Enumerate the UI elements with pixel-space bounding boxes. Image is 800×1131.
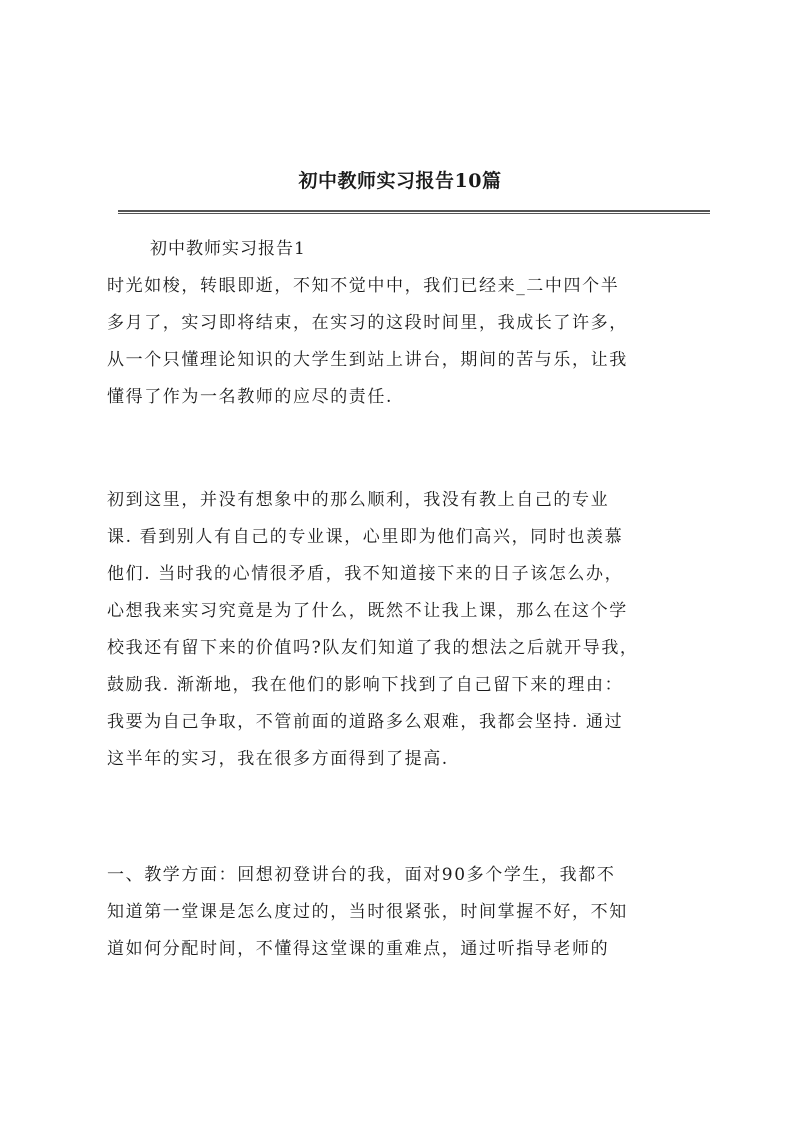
paragraph-line: 校我还有留下来的价值吗?队友们知道了我的想法之后就开导我， [107, 638, 639, 658]
paragraph-line: 道如何分配时间，不懂得这堂课的重难点，通过听指导老师的 [107, 939, 610, 959]
paragraph-line: 多月了，实习即将结束，在实习的这段时间里，我成长了许多， [107, 313, 628, 333]
paragraph-line: 懂得了作为一名教师的应尽的责任. [107, 387, 394, 407]
title-divider [118, 210, 710, 214]
paragraph-line: 一、教学方面：回想初登讲台的我，面对90多个学生，我都不 [107, 865, 616, 885]
paragraph-line: 鼓励我. 渐渐地，我在他们的影响下找到了自己留下来的理由： [107, 675, 624, 695]
paragraph-line: 时光如梭，转眼即逝，不知不觉中中，我们已经来_二中四个半 [107, 276, 620, 296]
paragraph-line: 知道第一堂课是怎么度过的，当时很紧张，时间掌握不好，不知 [107, 902, 628, 922]
paragraph-line: 课. 看到别人有自己的专业课，心里即为他们高兴，同时也羡慕 [107, 527, 624, 547]
paragraph-line: 我要为自己争取，不管前面的道路多么艰难，我都会坚持. 通过 [107, 712, 624, 732]
paragraph-line: 初到这里，并没有想象中的那么顺利，我没有教上自己的专业 [107, 490, 610, 510]
paragraph-line: 这半年的实习，我在很多方面得到了提高. [107, 749, 449, 769]
paragraph-2 [107, 482, 707, 778]
section-heading: 初中教师实习报告1 [150, 239, 306, 259]
paragraph-3 [107, 857, 707, 968]
document-title: 初中教师实习报告10篇 [298, 170, 502, 192]
paragraph-line: 心想我来实习究竟是为了什么，既然不让我上课，那么在这个学 [107, 601, 628, 621]
paragraph-line: 他们. 当时我的心情很矛盾，我不知道接下来的日子该怎么办， [107, 564, 624, 584]
paragraph-line: 从一个只懂理论知识的大学生到站上讲台，期间的苦与乐，让我 [107, 350, 628, 370]
paragraph-1 [107, 268, 707, 416]
